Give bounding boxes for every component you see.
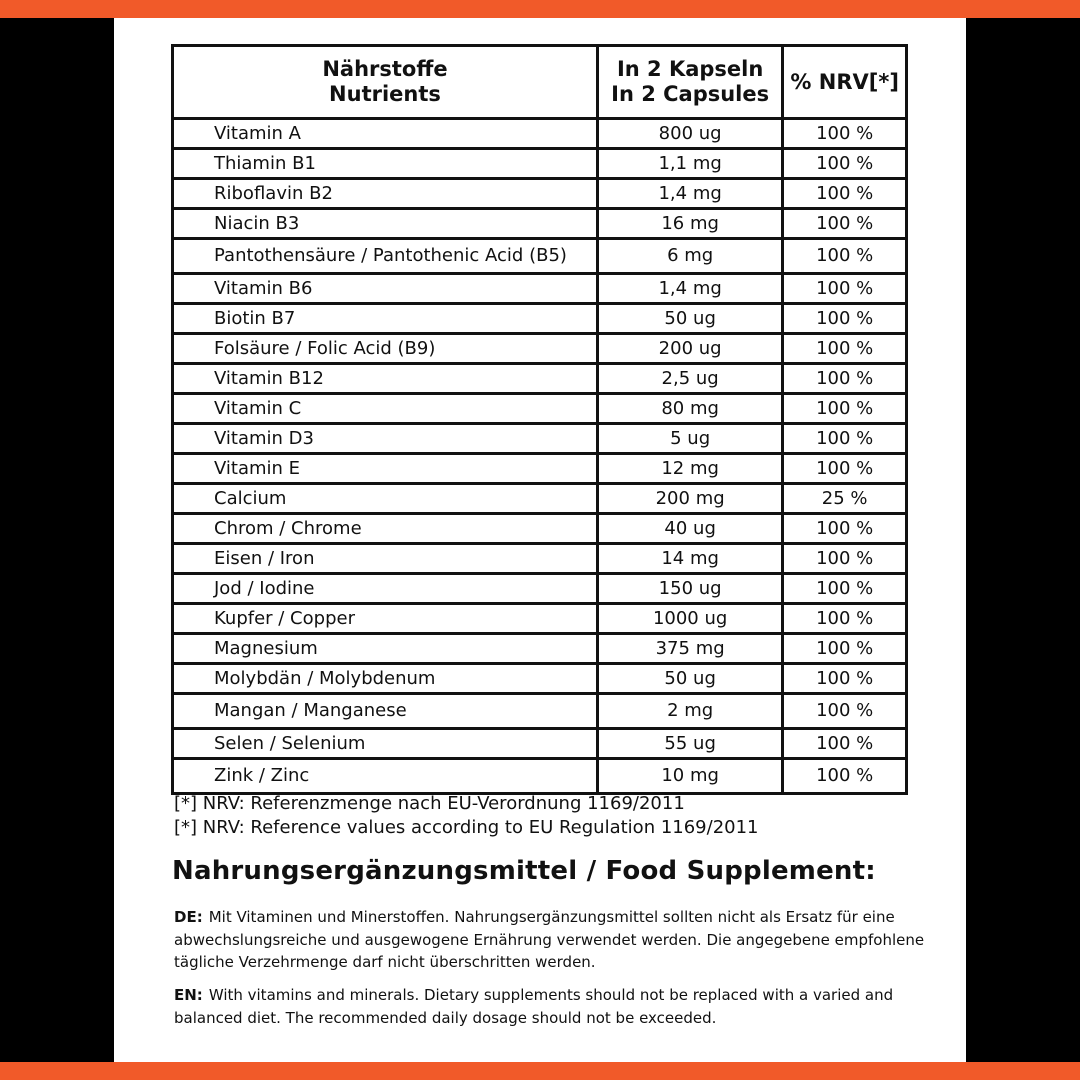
bottom-accent-bar <box>0 1062 1080 1080</box>
nutrient-amount: 150 ug <box>597 574 782 604</box>
footnote-de: [*] NRV: Referenzmenge nach EU-Verordnung 1169/2011 <box>174 793 685 814</box>
nutrient-nrv: 100 % <box>783 394 907 424</box>
nutrient-name: Calcium <box>173 484 598 514</box>
header-nutrients: Nährstoffe Nutrients <box>173 46 598 119</box>
nutrient-amount: 2,5 ug <box>597 364 782 394</box>
nutrient-name: Vitamin A <box>173 119 598 149</box>
nutrient-name: Eisen / Iron <box>173 544 598 574</box>
nutrient-nrv: 100 % <box>783 604 907 634</box>
nutrient-name: Vitamin C <box>173 394 598 424</box>
nutrient-name: Pantothensäure / Pantothenic Acid (B5) <box>173 239 598 274</box>
table-row <box>173 604 907 634</box>
nutrient-nrv: 100 % <box>783 544 907 574</box>
nutrient-nrv: 100 % <box>783 364 907 394</box>
table-row <box>173 634 907 664</box>
nutrient-amount: 10 mg <box>597 759 782 794</box>
en-text: With vitamins and minerals. Dietary supplements should not be replaced with a varied and balanced diet. The recommended daily dosage should not be exceeded. <box>174 986 894 1027</box>
table-row <box>173 544 907 574</box>
nutrient-amount: 55 ug <box>597 729 782 759</box>
nutrient-amount: 40 ug <box>597 514 782 544</box>
nutrient-nrv: 100 % <box>783 274 907 304</box>
table-row <box>173 239 907 274</box>
nutrient-name: Mangan / Manganese <box>173 694 598 729</box>
nutrient-nrv: 100 % <box>783 664 907 694</box>
nutrient-name: Vitamin B6 <box>173 274 598 304</box>
table-row <box>173 209 907 239</box>
nutrient-amount: 50 ug <box>597 304 782 334</box>
table-row <box>173 424 907 454</box>
nutrient-name: Riboflavin B2 <box>173 179 598 209</box>
nutrient-amount: 5 ug <box>597 424 782 454</box>
table-row <box>173 364 907 394</box>
table-row <box>173 149 907 179</box>
nutrient-amount: 12 mg <box>597 454 782 484</box>
top-accent-bar <box>0 0 1080 18</box>
table-row <box>173 574 907 604</box>
nutrient-name: Vitamin D3 <box>173 424 598 454</box>
footnote-en: [*] NRV: Reference values according to EU Regulation 1169/2011 <box>174 817 759 838</box>
nutrient-nrv: 100 % <box>783 119 907 149</box>
table-row <box>173 119 907 149</box>
nutrient-amount: 1000 ug <box>597 604 782 634</box>
nutrient-nrv: 100 % <box>783 149 907 179</box>
nutrient-amount: 1,4 mg <box>597 179 782 209</box>
nutrient-name: Thiamin B1 <box>173 149 598 179</box>
nutrient-nrv: 100 % <box>783 454 907 484</box>
nutrient-nrv: 100 % <box>783 634 907 664</box>
table-row <box>173 729 907 759</box>
nutrient-nrv: 25 % <box>783 484 907 514</box>
table-row <box>173 664 907 694</box>
nutrient-nrv: 100 % <box>783 304 907 334</box>
nutrient-nrv: 100 % <box>783 209 907 239</box>
nutrient-name: Vitamin E <box>173 454 598 484</box>
nutrient-nrv: 100 % <box>783 424 907 454</box>
nutrient-amount: 6 mg <box>597 239 782 274</box>
table-row <box>173 514 907 544</box>
supplement-title: Nahrungsergänzungsmittel / Food Supplement: <box>172 856 876 886</box>
nutrient-nrv: 100 % <box>783 694 907 729</box>
nutrient-nrv: 100 % <box>783 729 907 759</box>
nutrient-nrv: 100 % <box>783 759 907 794</box>
nutrient-name: Molybdän / Molybdenum <box>173 664 598 694</box>
nutrient-amount: 16 mg <box>597 209 782 239</box>
table-row <box>173 759 907 794</box>
nutrient-name: Selen / Selenium <box>173 729 598 759</box>
header-nrv: % NRV[*] <box>783 46 907 119</box>
nutrient-amount: 80 mg <box>597 394 782 424</box>
nutrient-amount: 1,1 mg <box>597 149 782 179</box>
nutrient-amount: 800 ug <box>597 119 782 149</box>
en-paragraph <box>174 984 954 1029</box>
de-label: DE: <box>174 908 203 926</box>
de-paragraph <box>174 906 954 974</box>
table-row <box>173 179 907 209</box>
table-row <box>173 274 907 304</box>
nutrient-amount: 200 mg <box>597 484 782 514</box>
nutrient-nrv: 100 % <box>783 179 907 209</box>
nutrient-name: Niacin B3 <box>173 209 598 239</box>
nutrient-name: Chrom / Chrome <box>173 514 598 544</box>
table-row <box>173 334 907 364</box>
de-text: Mit Vitaminen und Minerstoffen. Nahrungsergänzungsmittel sollten nicht als Ersatz für eine abwechslungsreiche und ausgewogene Ernährung verwendet werden. Die angegebene empfohlene tägliche Verzehrmenge darf nicht überschritten werden. <box>174 908 925 971</box>
label-panel <box>114 18 966 1062</box>
header-amount: In 2 Kapseln In 2 Capsules <box>597 46 782 119</box>
table-row <box>173 454 907 484</box>
nutrient-amount: 375 mg <box>597 634 782 664</box>
table-header-row <box>173 46 907 119</box>
nutrient-nrv: 100 % <box>783 514 907 544</box>
nutrient-nrv: 100 % <box>783 334 907 364</box>
nutrient-name: Biotin B7 <box>173 304 598 334</box>
nutrient-amount: 2 mg <box>597 694 782 729</box>
table-row <box>173 484 907 514</box>
nutrient-nrv: 100 % <box>783 574 907 604</box>
nutrient-nrv: 100 % <box>783 239 907 274</box>
nutrient-amount: 200 ug <box>597 334 782 364</box>
nutrient-name: Folsäure / Folic Acid (B9) <box>173 334 598 364</box>
nutrient-amount: 50 ug <box>597 664 782 694</box>
table-row <box>173 394 907 424</box>
nutrient-name: Vitamin B12 <box>173 364 598 394</box>
nutrient-amount: 14 mg <box>597 544 782 574</box>
table-row <box>173 694 907 729</box>
table-row <box>173 304 907 334</box>
nutrition-table <box>171 44 908 795</box>
nutrient-name: Jod / Iodine <box>173 574 598 604</box>
nutrient-name: Magnesium <box>173 634 598 664</box>
nutrient-amount: 1,4 mg <box>597 274 782 304</box>
nutrient-name: Zink / Zinc <box>173 759 598 794</box>
en-label: EN: <box>174 986 203 1004</box>
nutrient-name: Kupfer / Copper <box>173 604 598 634</box>
